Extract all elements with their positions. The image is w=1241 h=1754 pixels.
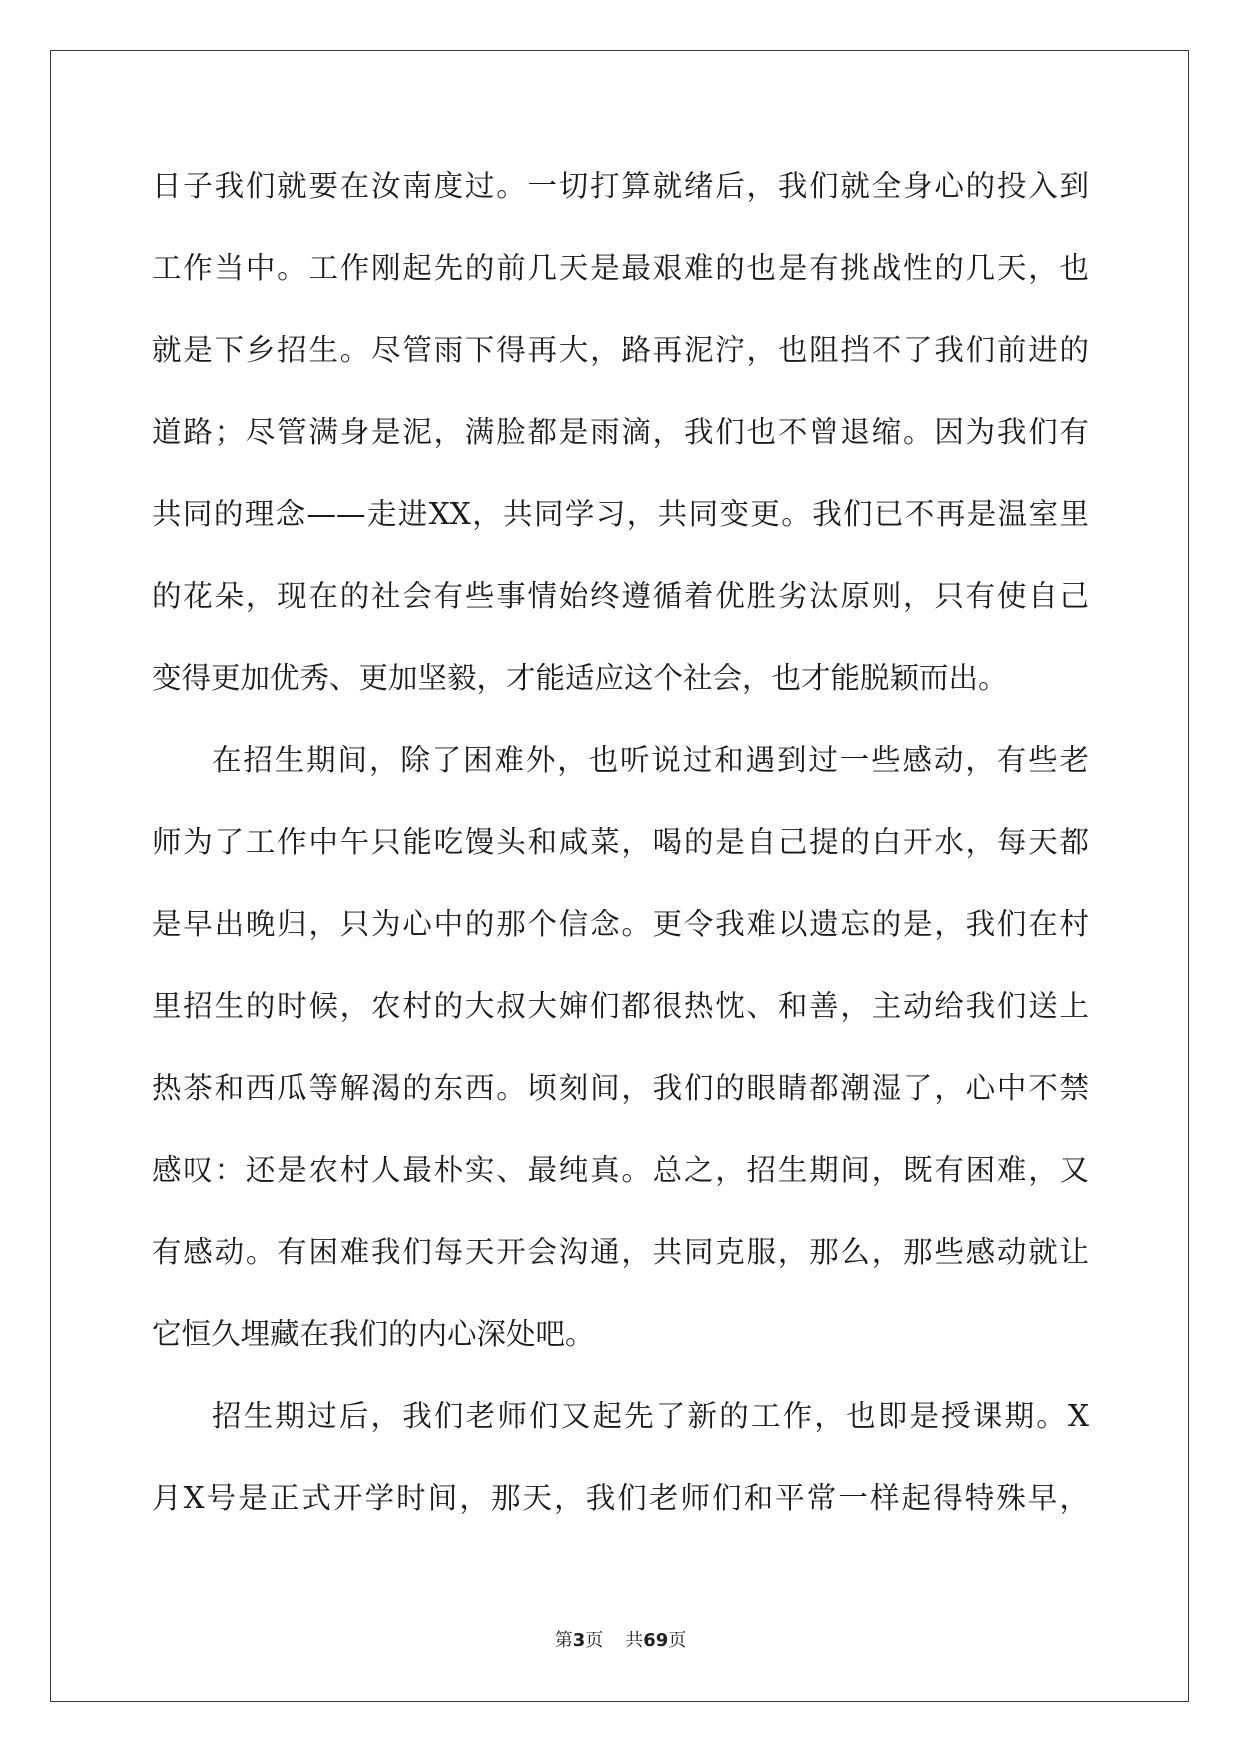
text-line: 是早出晚归，只为心中的那个信念。更令我难以遗忘的是，我们在村 — [152, 907, 1089, 941]
text-line: 感叹：还是农村人最朴实、最纯真。总之，招生期间，既有困难，又 — [152, 1153, 1089, 1187]
paragraph-start-line: 招生期过后，我们老师们又起先了新的工作，也即是授课期。X — [212, 1399, 1089, 1433]
text-line: 师为了工作中午只能吃馒头和咸菜，喝的是自己提的白开水，每天都 — [152, 825, 1089, 859]
total-prefix: 共 — [625, 1630, 644, 1651]
page-number: 3 — [572, 1630, 586, 1651]
text-line: 工作当中。工作刚起先的前几天是最艰难的也是有挑战性的几天，也 — [152, 251, 1089, 285]
text-line: 里招生的时候，农村的大叔大婶们都很热忱、和善，主动给我们送上 — [152, 989, 1089, 1023]
page-suffix: 页 — [585, 1630, 604, 1651]
total-pages: 69 — [643, 1630, 669, 1651]
text-line: 就是下乡招生。尽管雨下得再大，路再泥泞，也阻挡不了我们前进的 — [152, 333, 1089, 367]
total-suffix: 页 — [668, 1630, 687, 1651]
text-line: 月X号是正式开学时间，那天，我们老师们和平常一样起得特殊早， — [152, 1481, 1089, 1515]
page-prefix: 第 — [554, 1630, 573, 1651]
page-footer — [0, 1626, 1241, 1652]
paragraph-start-line: 在招生期间，除了困难外，也听说过和遇到过一些感动，有些老 — [212, 743, 1089, 777]
text-line: 有感动。有困难我们每天开会沟通，共同克服，那么，那些感动就让 — [152, 1235, 1089, 1269]
text-line: 日子我们就要在汝南度过。一切打算就绪后，我们就全身心的投入到 — [152, 169, 1089, 203]
text-line: 共同的理念——走进XX，共同学习，共同变更。我们已不再是温室里 — [152, 497, 1089, 531]
text-line: 变得更加优秀、更加坚毅，才能适应这个社会，也才能脱颖而出。 — [152, 661, 1008, 695]
text-line: 热茶和西瓜等解渴的东西。顷刻间，我们的眼睛都潮湿了，心中不禁 — [152, 1071, 1089, 1105]
text-line: 的花朵，现在的社会有些事情始终遵循着优胜劣汰原则，只有使自己 — [152, 579, 1089, 613]
document-body — [152, 160, 1089, 1554]
text-line: 道路；尽管满身是泥，满脸都是雨滴，我们也不曾退缩。因为我们有 — [152, 415, 1089, 449]
text-line: 它恒久埋藏在我们的内心深处吧。 — [152, 1317, 595, 1351]
